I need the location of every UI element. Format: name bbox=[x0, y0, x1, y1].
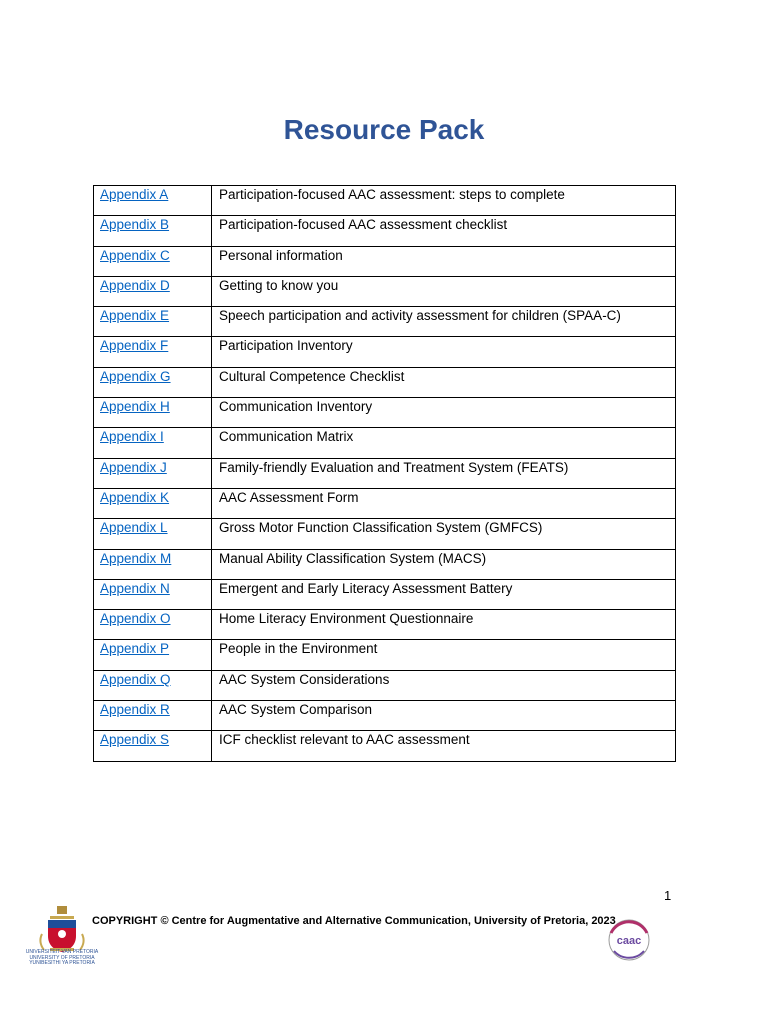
appendix-link[interactable]: Appendix A bbox=[100, 187, 169, 202]
table-row bbox=[94, 216, 676, 246]
appendix-link[interactable]: Appendix Q bbox=[100, 671, 171, 687]
appendix-link[interactable]: Appendix B bbox=[100, 217, 170, 233]
appendix-label-cell bbox=[94, 579, 212, 609]
appendix-link[interactable]: Appendix M bbox=[100, 550, 172, 566]
appendix-label-cell bbox=[94, 640, 212, 670]
table-row bbox=[94, 488, 676, 518]
appendix-description: Communication Inventory bbox=[212, 398, 676, 428]
appendix-link[interactable]: Appendix P bbox=[100, 641, 170, 657]
table-row bbox=[94, 670, 676, 700]
appendix-description: Speech participation and activity assessment for children (SPAA-C) bbox=[212, 307, 676, 337]
appendix-label-cell bbox=[94, 670, 212, 700]
copyright-notice: COPYRIGHT © Centre for Augmentative and Alternative Communication, University of Pretoria, 2023 bbox=[92, 915, 616, 927]
appendix-label-cell bbox=[94, 731, 212, 761]
table-row bbox=[94, 610, 676, 640]
table-row bbox=[94, 276, 676, 306]
appendix-link[interactable]: Appendix R bbox=[100, 702, 170, 718]
appendix-description: AAC System Comparison bbox=[212, 701, 676, 731]
appendix-table bbox=[93, 185, 676, 762]
appendix-label-cell bbox=[94, 519, 212, 549]
table-row bbox=[94, 307, 676, 337]
table-row bbox=[94, 246, 676, 276]
table-row bbox=[94, 731, 676, 761]
table-row bbox=[94, 367, 676, 397]
appendix-link[interactable]: Appendix E bbox=[100, 308, 170, 324]
appendix-link[interactable]: Appendix D bbox=[100, 277, 170, 293]
appendix-label-cell bbox=[94, 337, 212, 367]
table-row bbox=[94, 337, 676, 367]
appendix-label-cell bbox=[94, 398, 212, 428]
appendix-link[interactable]: Appendix O bbox=[100, 611, 171, 627]
appendix-description: ICF checklist relevant to AAC assessment bbox=[212, 731, 676, 761]
appendix-label-cell bbox=[94, 216, 212, 246]
table-row bbox=[94, 428, 676, 458]
appendix-description: AAC Assessment Form bbox=[212, 488, 676, 518]
page-number: 1 bbox=[664, 888, 672, 903]
appendix-label-cell bbox=[94, 488, 212, 518]
appendix-link[interactable]: Appendix I bbox=[100, 429, 164, 445]
appendix-label-cell bbox=[94, 610, 212, 640]
svg-text:caac: caac bbox=[616, 935, 642, 947]
appendix-link[interactable]: Appendix C bbox=[100, 247, 170, 263]
appendix-label-cell bbox=[94, 549, 212, 579]
appendix-description: Participation Inventory bbox=[212, 337, 676, 367]
appendix-link[interactable]: Appendix S bbox=[100, 732, 170, 748]
table-row bbox=[94, 398, 676, 428]
appendix-description: Cultural Competence Checklist bbox=[212, 367, 676, 397]
appendix-link[interactable]: Appendix K bbox=[100, 489, 170, 505]
appendix-description: Participation-focused AAC assessment checklist bbox=[212, 216, 676, 246]
appendix-description: Manual Ability Classification System (MACS) bbox=[212, 549, 676, 579]
appendix-label-cell bbox=[94, 428, 212, 458]
appendix-description: Gross Motor Function Classification System (GMFCS) bbox=[212, 519, 676, 549]
appendix-label-cell bbox=[94, 276, 212, 306]
appendix-label-cell bbox=[94, 246, 212, 276]
appendix-link[interactable]: Appendix F bbox=[100, 338, 169, 354]
appendix-description: Home Literacy Environment Questionnaire bbox=[212, 610, 676, 640]
appendix-link[interactable]: Appendix H bbox=[100, 399, 170, 415]
appendix-label-cell bbox=[94, 367, 212, 397]
table-row bbox=[94, 458, 676, 488]
appendix-description: Getting to know you bbox=[212, 276, 676, 306]
table-row bbox=[94, 579, 676, 609]
appendix-label-cell bbox=[94, 186, 212, 216]
appendix-description: People in the Environment bbox=[212, 640, 676, 670]
appendix-label-cell bbox=[94, 701, 212, 731]
appendix-table-body bbox=[94, 186, 676, 762]
appendix-label-cell bbox=[94, 307, 212, 337]
appendix-label-cell bbox=[94, 458, 212, 488]
appendix-description: Personal information bbox=[212, 246, 676, 276]
page-title: Resource Pack bbox=[283, 114, 485, 145]
appendix-description: AAC System Considerations bbox=[212, 670, 676, 700]
table-row bbox=[94, 186, 676, 216]
appendix-link[interactable]: Appendix L bbox=[100, 520, 168, 536]
table-row bbox=[94, 701, 676, 731]
appendix-description: Participation-focused AAC assessment: steps to complete bbox=[212, 186, 676, 216]
appendix-description: Emergent and Early Literacy Assessment Battery bbox=[212, 579, 676, 609]
caac-logo-icon bbox=[604, 915, 654, 965]
table-row bbox=[94, 549, 676, 579]
university-of-pretoria-wordmark: UNIVERSITEIT VAN PRETORIA UNIVERSITY OF PRETORIA YUNIBESITHI YA PRETORIA bbox=[25, 949, 99, 966]
appendix-link[interactable]: Appendix J bbox=[100, 459, 167, 475]
appendix-description: Communication Matrix bbox=[212, 428, 676, 458]
appendix-description: Family-friendly Evaluation and Treatment System (FEATS) bbox=[212, 458, 676, 488]
appendix-link[interactable]: Appendix G bbox=[100, 368, 171, 384]
appendix-link[interactable]: Appendix N bbox=[100, 580, 170, 596]
table-row bbox=[94, 519, 676, 549]
table-row bbox=[94, 640, 676, 670]
